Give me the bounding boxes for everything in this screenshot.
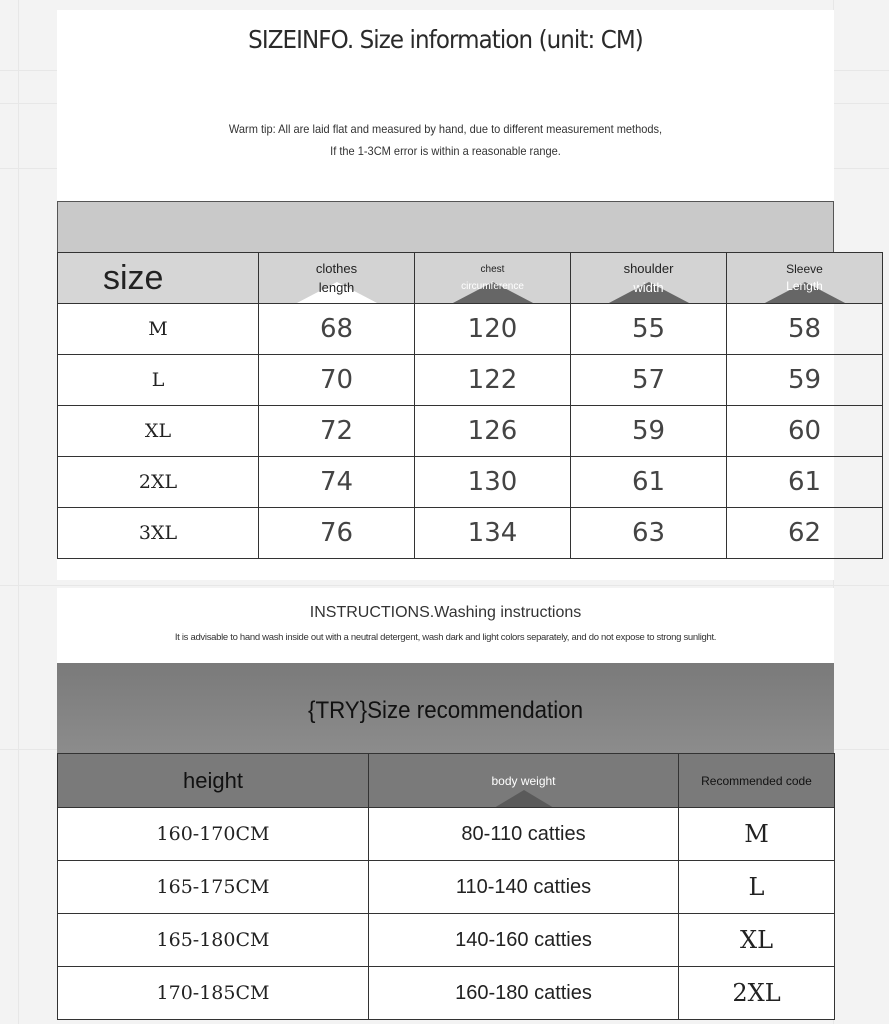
- chest-cell: 122: [415, 355, 571, 406]
- clothes-length-header: [259, 253, 415, 304]
- size-cell: L: [58, 355, 259, 406]
- sleeve-cell: 58: [727, 304, 883, 355]
- shoulder-cell: 61: [571, 457, 727, 508]
- weight-cell: 140-160 catties: [369, 914, 679, 967]
- warm-tip-line-2: If the 1-3CM error is within a reasonable range.: [330, 144, 561, 158]
- warm-tip: [88, 118, 803, 162]
- recommended-code-header: Recommended code: [679, 754, 835, 808]
- height-header: height: [58, 754, 369, 808]
- chest-cell: 126: [415, 406, 571, 457]
- code-cell: L: [679, 861, 835, 914]
- clothes-length-cell: 74: [259, 457, 415, 508]
- header-label-line2: length: [318, 280, 355, 295]
- header-triangle-decoration: [494, 790, 554, 808]
- chest-cell: 120: [415, 304, 571, 355]
- shoulder-cell: 57: [571, 355, 727, 406]
- size-row-xl: [58, 406, 883, 457]
- shoulder-cell: 55: [571, 304, 727, 355]
- header-label-line2: circumference: [461, 281, 524, 292]
- size-column-header: size: [58, 253, 259, 304]
- code-cell: XL: [679, 914, 835, 967]
- code-cell: 2XL: [679, 967, 835, 1020]
- header-label-line1: clothes: [315, 261, 358, 276]
- size-cell: 2XL: [58, 457, 259, 508]
- shoulder-width-header: [571, 253, 727, 304]
- shoulder-cell: 59: [571, 406, 727, 457]
- weight-cell: 80-110 catties: [369, 808, 679, 861]
- page-title: SIZEINFO. Size information (unit: CM): [248, 25, 643, 54]
- chest-circumference-header: [415, 253, 571, 304]
- chest-cell: 130: [415, 457, 571, 508]
- header-label-line1: Sleeve: [786, 262, 823, 276]
- sleeve-length-header: [727, 253, 883, 304]
- recommendation-table: [57, 753, 835, 1020]
- header-label-line2: width: [633, 280, 664, 295]
- size-row-2xl: [58, 457, 883, 508]
- size-cell: M: [58, 304, 259, 355]
- size-table: [57, 252, 883, 559]
- recommendation-row: [58, 808, 835, 861]
- weight-cell: 110-140 catties: [369, 861, 679, 914]
- height-cell: 165-175CM: [58, 861, 369, 914]
- recommendation-row: [58, 967, 835, 1020]
- sleeve-cell: 59: [727, 355, 883, 406]
- body-weight-header: body weight: [369, 754, 679, 808]
- recommendation-title: {TRY}Size recommendation: [307, 697, 584, 724]
- size-cell: XL: [58, 406, 259, 457]
- instructions-text: It is advisable to hand wash inside out with a neutral detergent, wash dark and light colors separately, and do not expose to strong sunlight.: [174, 632, 717, 643]
- size-row-m: [58, 304, 883, 355]
- shoulder-cell: 63: [571, 508, 727, 559]
- header-label-line1: chest: [480, 264, 505, 275]
- clothes-length-cell: 70: [259, 355, 415, 406]
- weight-cell: 160-180 catties: [369, 967, 679, 1020]
- recommendation-row: [58, 861, 835, 914]
- height-cell: 160-170CM: [58, 808, 369, 861]
- table-header-band: [57, 201, 834, 253]
- code-cell: M: [679, 808, 835, 861]
- height-cell: 170-185CM: [58, 967, 369, 1020]
- height-cell: 165-180CM: [58, 914, 369, 967]
- instructions-title: INSTRUCTIONS.Washing instructions: [309, 604, 582, 621]
- size-table-header-row: [58, 253, 883, 304]
- size-cell: 3XL: [58, 508, 259, 559]
- sleeve-cell: 60: [727, 406, 883, 457]
- instructions-panel: [57, 588, 834, 663]
- clothes-length-cell: 72: [259, 406, 415, 457]
- header-label-line1: shoulder: [623, 261, 674, 276]
- sleeve-cell: 61: [727, 457, 883, 508]
- recommendation-row: [58, 914, 835, 967]
- sleeve-cell: 62: [727, 508, 883, 559]
- size-row-3xl: [58, 508, 883, 559]
- clothes-length-cell: 76: [259, 508, 415, 559]
- recommendation-header-row: [58, 754, 835, 808]
- chest-cell: 134: [415, 508, 571, 559]
- header-label-line2: Length: [786, 279, 823, 293]
- clothes-length-cell: 68: [259, 304, 415, 355]
- warm-tip-line-1: Warm tip: All are laid flat and measured by hand, due to different measurement methods,: [228, 122, 663, 136]
- size-row-l: [58, 355, 883, 406]
